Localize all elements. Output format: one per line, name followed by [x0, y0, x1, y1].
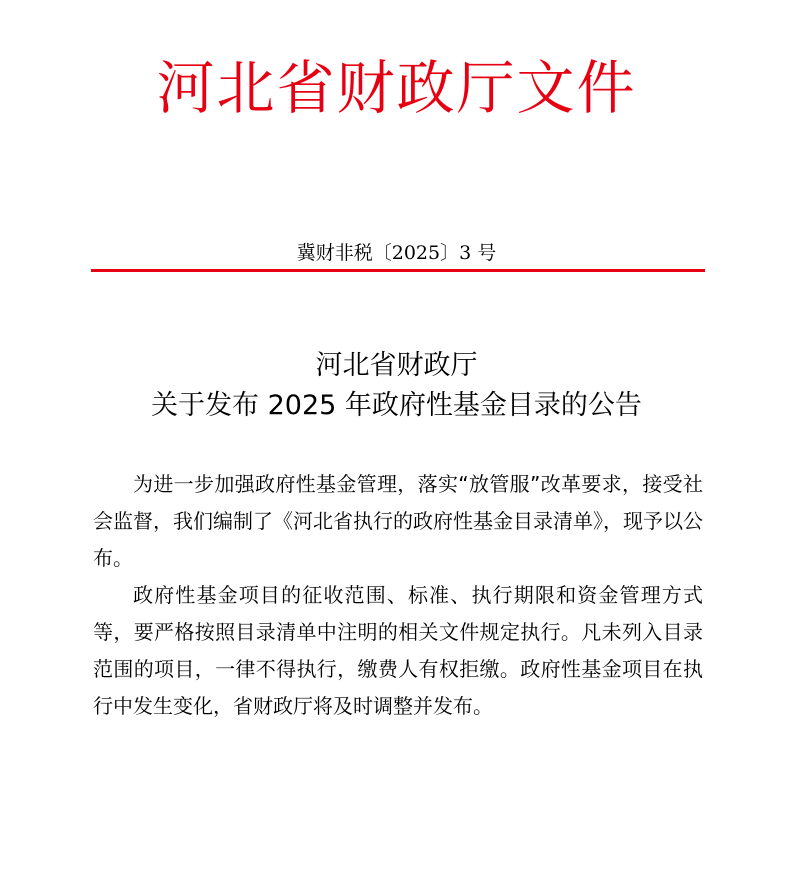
title-line-1: 河北省财政厅 — [315, 350, 478, 381]
document-body — [93, 466, 703, 725]
red-divider-line — [91, 269, 705, 272]
document-header-org-name: 河北省财政厅文件 — [156, 54, 637, 122]
body-paragraph-2: 政府性基金项目的征收范围、标准、执行期限和资金管理方式等，要严格按照目录清单中注明的相关文件规定执行。凡未列入目录范围的项目，一律不得执行，缴费人有权拒缴。政府性基金项目在执行中发生变化，省财政厅将及时调整并发布。 — [93, 583, 703, 718]
body-paragraph-1: 为进一步加强政府性基金管理，落实“放管服”改革要求，接受社会监督，我们编制了《河北省执行的政府性基金目录清单》，现予以公布。 — [93, 472, 703, 570]
title-line-2: 关于发布 2025 年政府性基金目录的公告 — [151, 390, 642, 421]
document-number: 冀财非税〔2025〕3 号 — [296, 242, 497, 264]
document-title — [0, 346, 793, 426]
